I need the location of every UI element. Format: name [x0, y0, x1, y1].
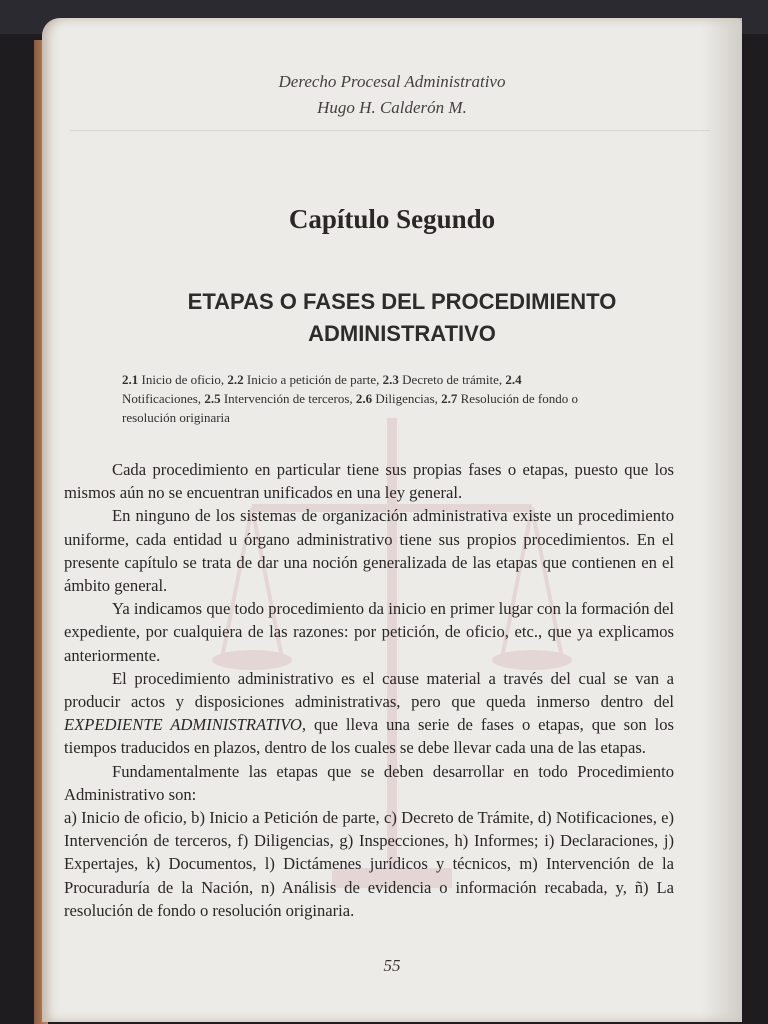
- book-page: [42, 18, 742, 1022]
- toc-entry: Decreto de trámite,: [398, 372, 506, 387]
- toc-entry: Diligencias,: [372, 391, 442, 406]
- toc-entry: Inicio de oficio,: [138, 372, 228, 387]
- section-title: [82, 286, 722, 350]
- toc-number: 2.4: [505, 372, 522, 387]
- page-number: 55: [383, 956, 401, 975]
- toc-number: 2.5: [204, 391, 221, 406]
- toc-number: 2.1: [122, 372, 139, 387]
- toc-entry: Notificaciones,: [122, 391, 205, 406]
- stages-list: a) Inicio de oficio, b) Inicio a Petición de parte, c) Decreto de Trámite, d) Notificaciones, e) Intervención de terceros, f) Diligencias, g) Inspecciones, h) Informes; i) Declaraciones, j) Expertajes, k) Documentos, l) Dictámenes jurídicos y técnicos, m) Intervención de la Procuraduría de la Nación, n) Análisis de evidencia o información recabada, y, ñ) La resolución de fondo o resolución originaria.: [64, 808, 674, 920]
- toc-entry: Resolución de fondo o resolución originaria: [122, 391, 578, 425]
- section-title-line-1: ETAPAS O FASES DEL PROCEDIMIENTO: [187, 289, 617, 314]
- page-edge-shadow: [702, 18, 742, 1022]
- toc-number: 2.3: [382, 372, 399, 387]
- paragraph-5: Fundamentalmente las etapas que se deben desarrollar en todo Procedimiento Administrativo son:: [64, 761, 674, 804]
- chapter-contents: [122, 370, 602, 427]
- paragraph-3: Ya indicamos que todo procedimiento da inicio en primer lugar con la formación del expediente, por cualquiera de las razones: por petición, de oficio, etc., que ya explicamos anteriormente.: [64, 599, 674, 665]
- paragraph-4-start: El procedimiento administrativo es el cause material a través del cual se van a producir actos y disposiciones administrativas, pero que queda inmerso dentro del: [64, 668, 674, 712]
- running-head-author: Hugo H. Calderón M.: [317, 98, 467, 117]
- toc-number: 2.6: [355, 391, 373, 406]
- paragraph-4-emphasis: EXPEDIENTE ADMINISTRATIVO,: [64, 715, 307, 735]
- paragraph-4-end: que lleva una serie de fases o etapas, que son los tiempos traducidos en plazos, dentro de los cuales se debe llevar cada una de las etapas.: [64, 715, 674, 758]
- header-divider: [70, 130, 710, 131]
- section-title-line-2: ADMINISTRATIVO: [308, 321, 496, 346]
- paragraph-2: En ninguno de los sistemas de organización administrativa existe un procedimiento uniforme, cada entidad u órgano administrativo tiene sus propios procedimientos. En el presente capítulo se trata de dar una noción generalizada de las etapas que contienen en el ámbito general.: [64, 506, 674, 596]
- toc-number: 2.2: [227, 372, 244, 387]
- chapter-body: [64, 458, 674, 922]
- toc-entry: Intervención de terceros,: [220, 391, 356, 406]
- toc-entry: Inicio a petición de parte,: [243, 372, 383, 387]
- toc-number: 2.7: [441, 391, 458, 406]
- running-head-book-title: Derecho Procesal Administrativo: [278, 72, 506, 91]
- paragraph-4: [64, 667, 674, 760]
- paragraph-1: Cada procedimiento en particular tiene sus propias fases o etapas, puesto que los mismos aún no se encuentran unificados en una ley general.: [64, 460, 674, 503]
- chapter-title: Capítulo Segundo: [288, 204, 496, 234]
